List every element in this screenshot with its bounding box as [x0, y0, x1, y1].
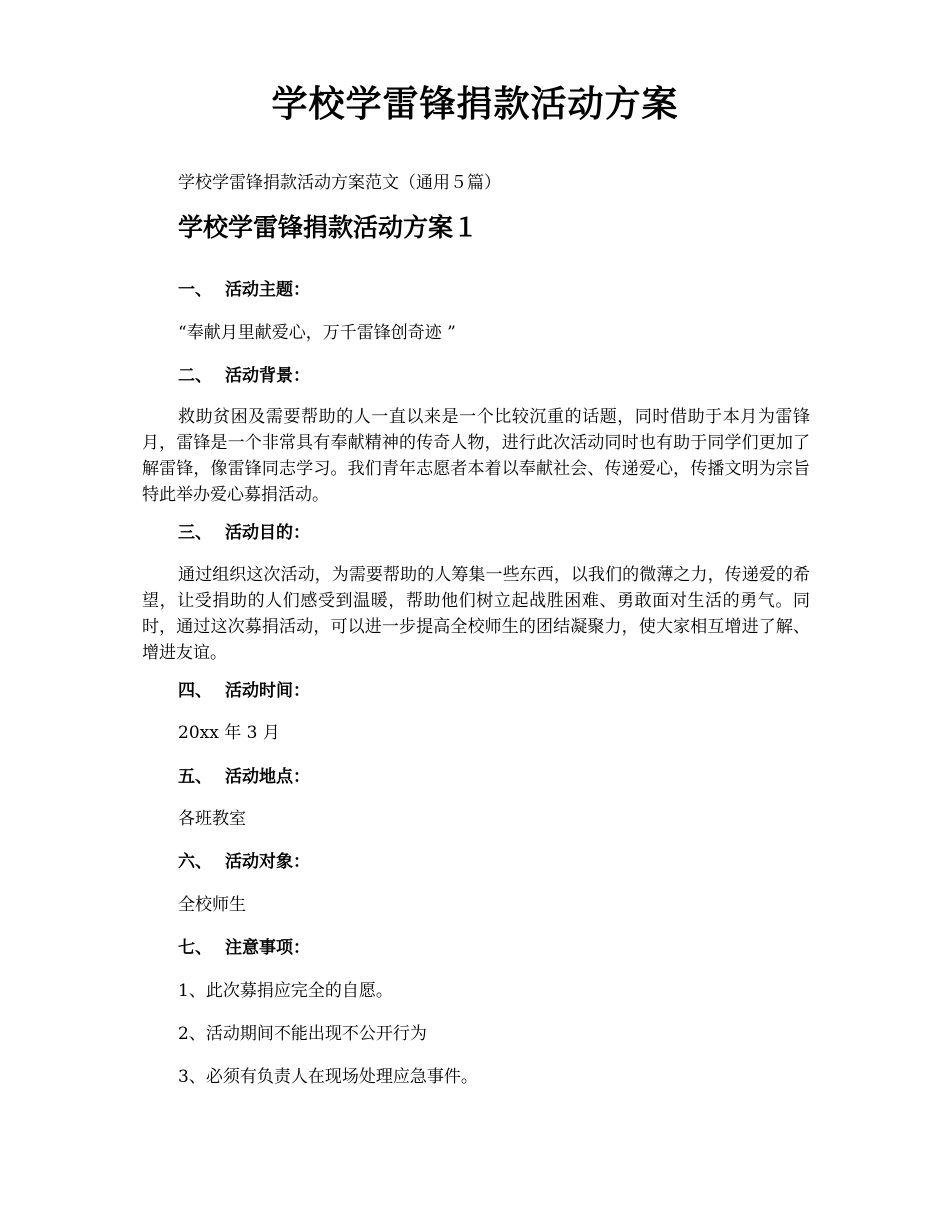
activity-location-text: 各班教室 — [178, 809, 246, 829]
activity-target-text: 全校师生 — [178, 895, 246, 915]
heading-label: 活动对象： — [225, 852, 310, 872]
heading-number: 七、 — [178, 938, 212, 958]
heading-number: 三、 — [178, 523, 212, 543]
heading-activity-time — [178, 678, 310, 704]
section-title: 学校学雷锋捐款活动方案１ — [178, 213, 479, 242]
heading-label: 活动背景： — [225, 366, 310, 386]
activity-background-paragraph: 救助贫困及需要帮助的人一直以来是一个比较沉重的话题，同时借助于本月为雷锋月，雷锋是一个非常具有奉献精神的传奇人物，进行此次活动同时也有助于同学们更加了解雷锋，像雷锋同志学习。我们青年志愿者本着以奉献社会、传递爱心，传播文明为宗旨特此举办爱心募捐活动。 — [142, 407, 810, 505]
heading-label: 活动地点： — [225, 767, 310, 787]
activity-theme-text: “奉献月里献爱心，万千雷锋创奇迹 ” — [178, 323, 456, 343]
heading-number: 一、 — [178, 280, 212, 300]
heading-label: 活动时间： — [225, 681, 310, 701]
heading-activity-location — [178, 764, 310, 790]
heading-label: 活动目的： — [225, 523, 310, 543]
document-title: 学校学雷锋捐款活动方案 — [271, 83, 679, 125]
notes-item: 3、必须有负责人在现场处理应急事件。 — [178, 1067, 478, 1087]
heading-number: 四、 — [178, 681, 212, 701]
activity-purpose-paragraph: 通过组织这次活动，为需要帮助的人筹集一些东西，以我们的微薄之力，传递爱的希望，让受捐助的人们感受到温暖，帮助他们树立起战胜困难、勇敢面对生活的勇气。同时，通过这次募捐活动，可以进一步提高全校师生的团结凝聚力，使大家相互增进了解、增进友谊。 — [142, 565, 810, 663]
heading-label: 注意事项： — [225, 938, 310, 958]
heading-label: 活动主题： — [225, 280, 310, 300]
notes-item: 2、活动期间不能出现不公开行为 — [178, 1024, 427, 1044]
notes-item: 1、此次募捐应完全的自愿。 — [178, 981, 393, 1001]
heading-activity-background — [178, 363, 310, 389]
heading-activity-purpose — [178, 520, 310, 546]
heading-notes — [178, 935, 310, 961]
heading-number: 二、 — [178, 366, 212, 386]
heading-activity-theme — [178, 277, 310, 303]
heading-number: 五、 — [178, 767, 212, 787]
document-subtitle: 学校学雷锋捐款活动方案范文（通用５篇） — [178, 173, 501, 193]
heading-number: 六、 — [178, 852, 212, 872]
heading-activity-target — [178, 849, 310, 875]
activity-time-text: 20xx 年 3 月 — [178, 723, 280, 743]
